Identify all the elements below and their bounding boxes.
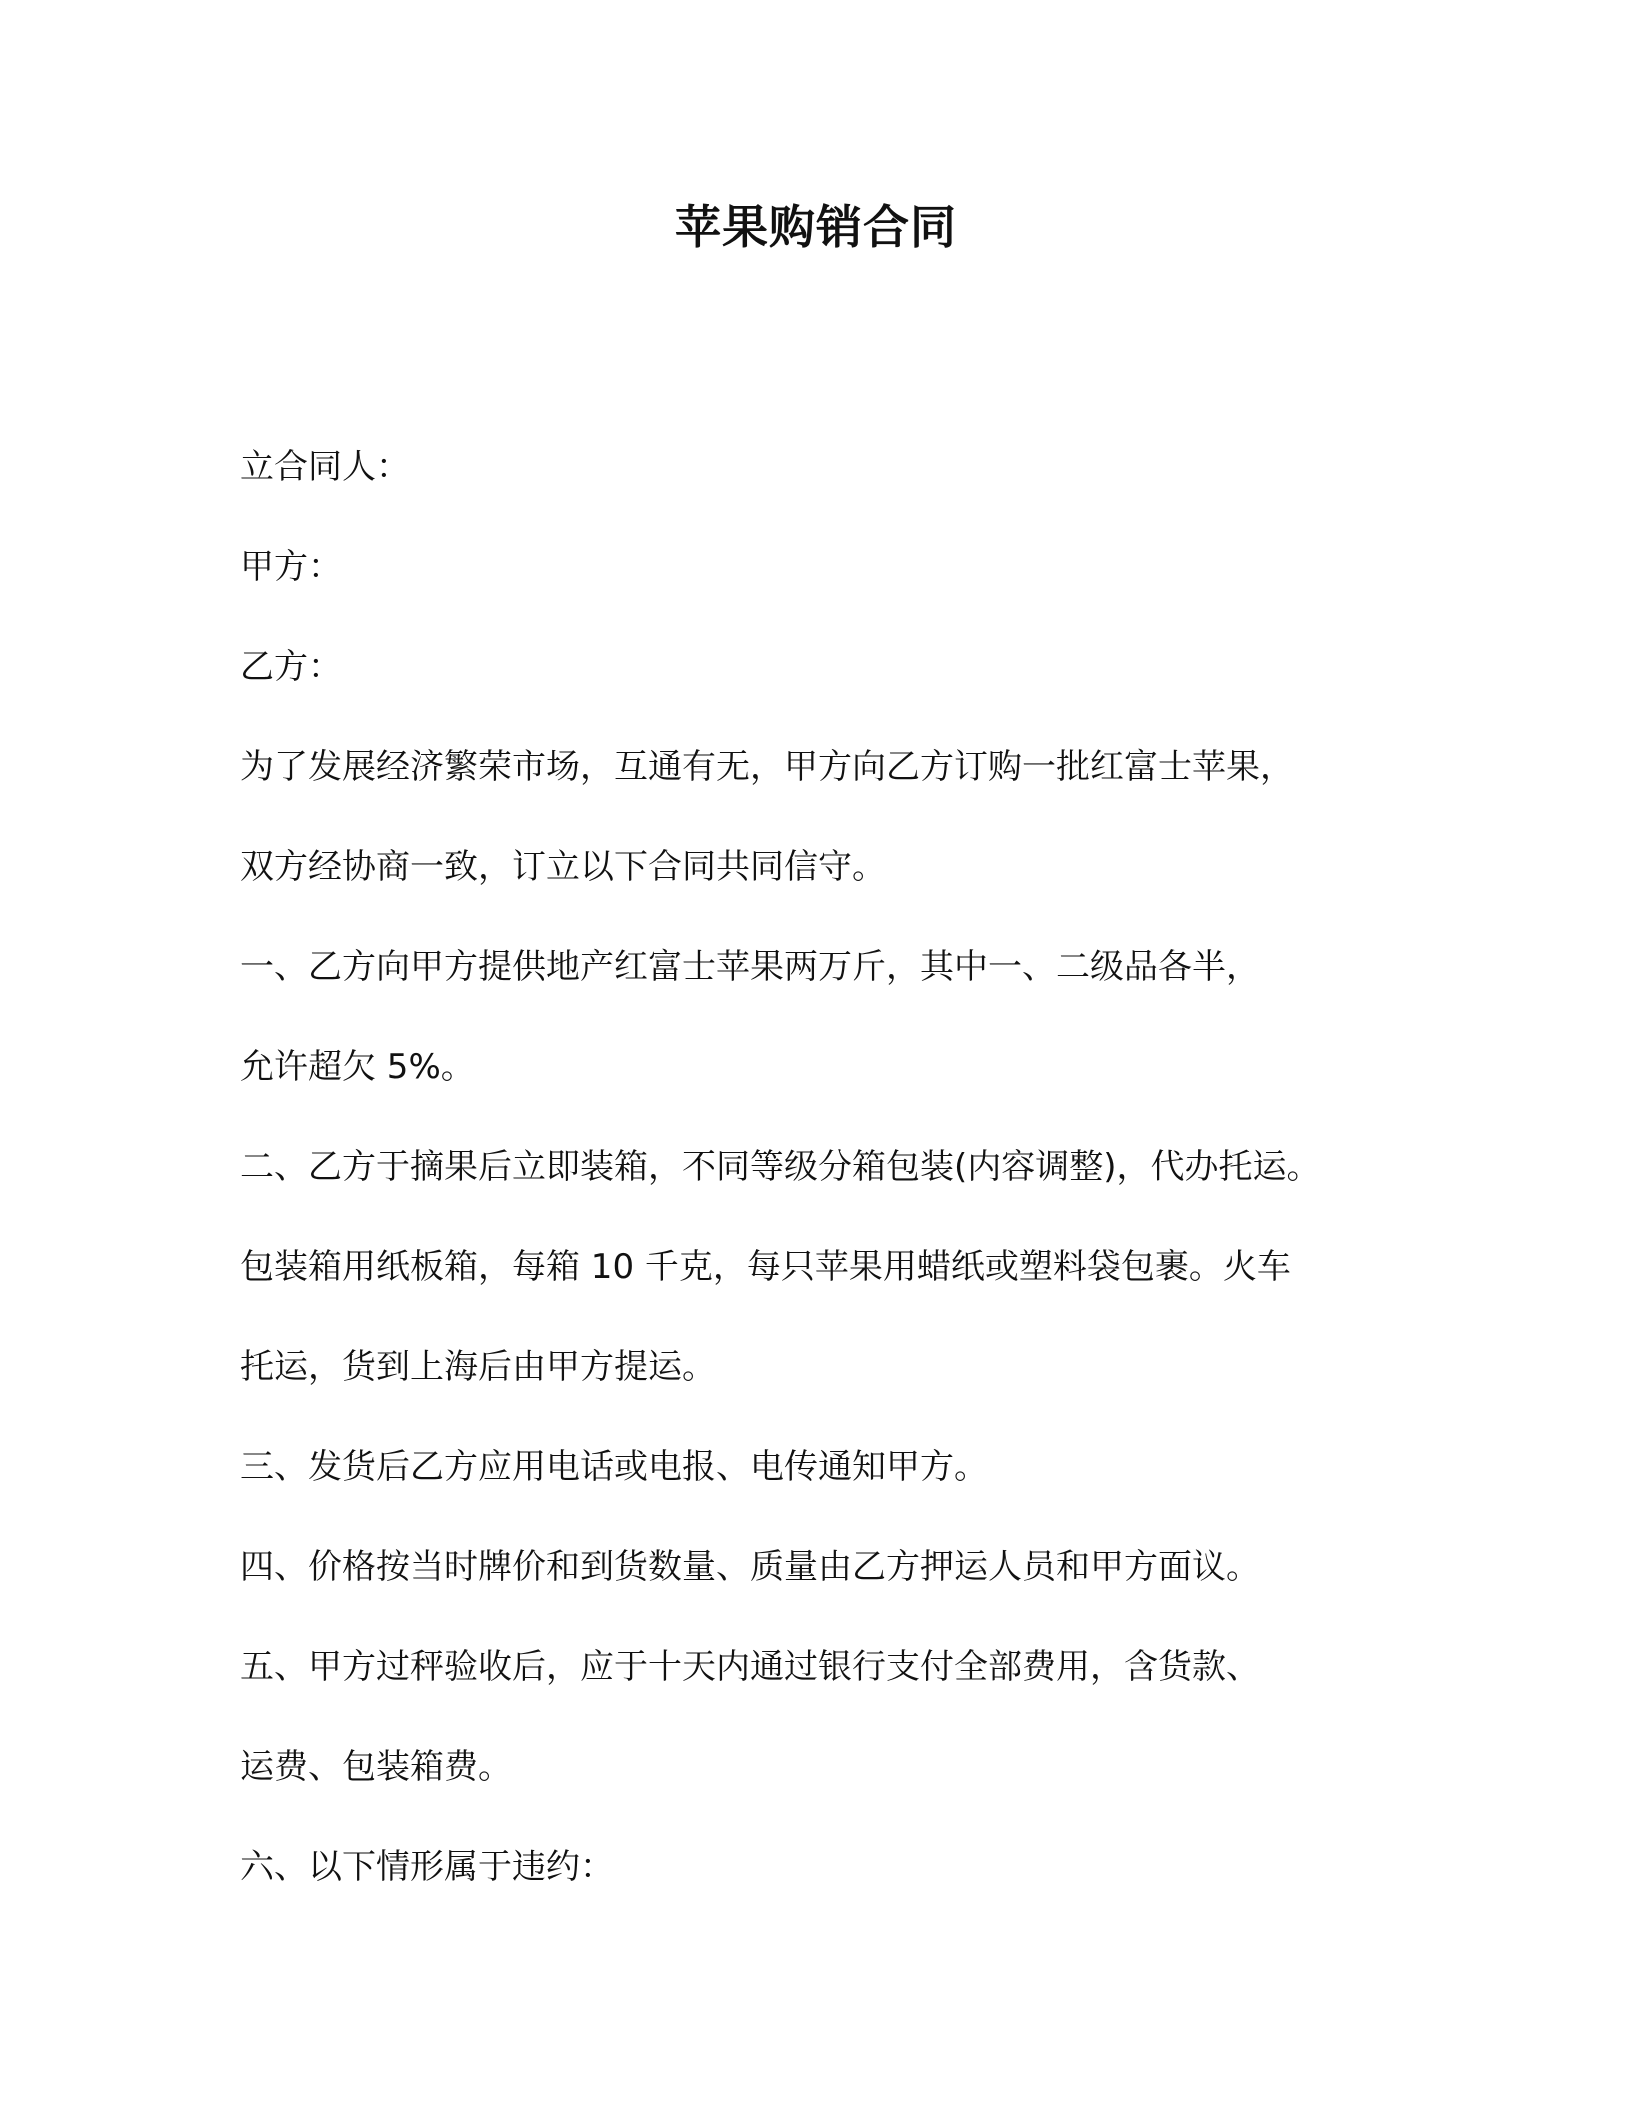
clause-line: 四、价格按当时牌价和到货数量、质量由乙方押运人员和甲方面议。	[240, 1547, 1260, 1587]
document-title: 苹果购销合同	[675, 200, 957, 254]
clause-line: 五、甲方过秤验收后，应于十天内通过银行支付全部费用，含货款、	[240, 1647, 1260, 1687]
preamble-line: 双方经协商一致，订立以下合同共同信守。	[240, 847, 886, 887]
clause-line: 允许超欠 5%。	[240, 1047, 475, 1087]
document-body	[240, 417, 1440, 1917]
party-a-line: 甲方：	[240, 547, 342, 587]
party-heading: 立合同人：	[240, 447, 410, 487]
preamble-line: 为了发展经济繁荣市场，互通有无，甲方向乙方订购一批红富士苹果，	[240, 747, 1294, 787]
party-b-line: 乙方：	[240, 647, 342, 687]
clause-line: 包装箱用纸板箱，每箱 10 千克，每只苹果用蜡纸或塑料袋包裹。火车	[240, 1247, 1291, 1287]
clause-line: 二、乙方于摘果后立即装箱，不同等级分箱包装(内容调整)，代办托运。	[240, 1147, 1321, 1187]
clause-line: 六、以下情形属于违约：	[240, 1847, 614, 1887]
clause-line: 运费、包装箱费。	[240, 1747, 512, 1787]
clause-line: 三、发货后乙方应用电话或电报、电传通知甲方。	[240, 1447, 988, 1487]
clause-line: 一、乙方向甲方提供地产红富士苹果两万斤，其中一、二级品各半，	[240, 947, 1260, 987]
clause-line: 托运，货到上海后由甲方提运。	[240, 1347, 716, 1387]
